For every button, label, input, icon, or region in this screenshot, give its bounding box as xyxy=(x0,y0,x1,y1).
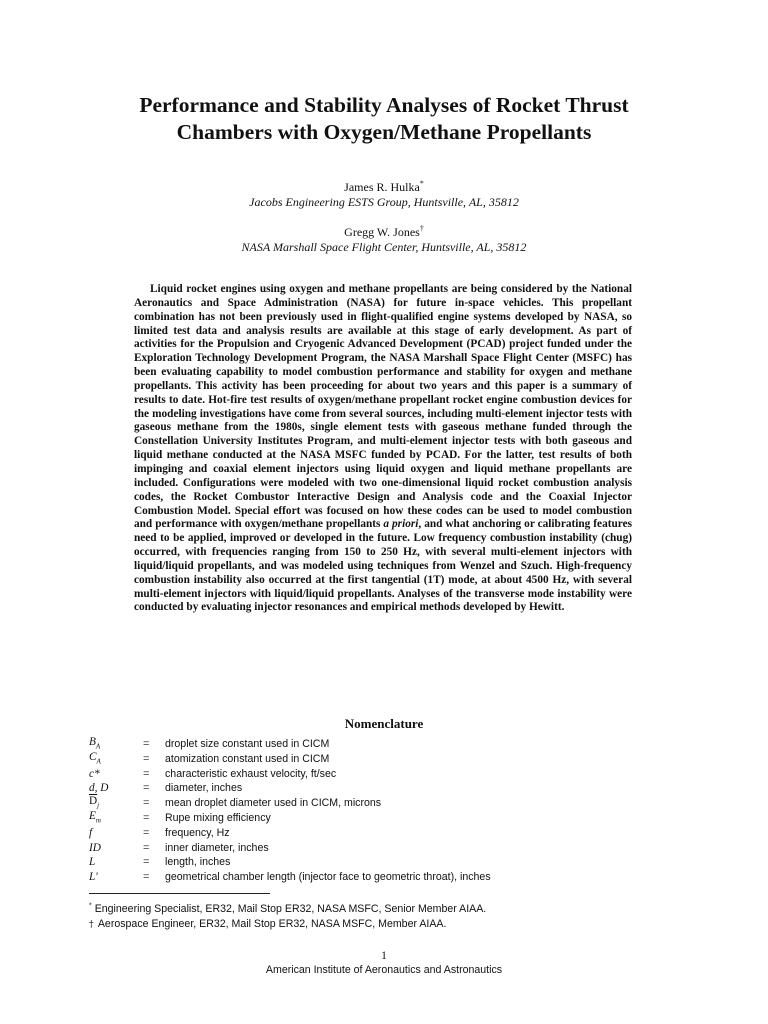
equals-sign: = xyxy=(143,767,150,780)
footnote-text: Engineering Specialist, ER32, Mail Stop ER32, NASA MSFC, Senior Member AIAA. xyxy=(94,903,487,915)
footnote-mark: † xyxy=(89,920,94,930)
nomenclature-row xyxy=(89,767,649,782)
title-line-1: Performance and Stability Analyses of Rocket Thrust xyxy=(139,93,629,117)
nomenclature-definition: geometrical chamber length (injector face to geometric throat), inches xyxy=(165,871,491,884)
page-footer: American Institute of Aeronautics and Astronautics xyxy=(265,964,503,976)
nomenclature-row xyxy=(89,737,649,752)
equals-sign: = xyxy=(143,738,150,750)
nomenclature-row xyxy=(89,826,649,841)
nomenclature-definition: droplet size constant used in CICM xyxy=(165,738,330,750)
equals-sign: = xyxy=(143,841,150,854)
nomenclature-definition: inner diameter, inches xyxy=(165,841,269,854)
nomenclature-symbol: c* xyxy=(89,767,100,780)
author-name: James R. Hulka xyxy=(344,180,420,194)
author-affiliation: Jacobs Engineering ESTS Group, Huntsville, AL, 35812 xyxy=(249,195,519,209)
nomenclature-symbol: $E_m$ xyxy=(89,809,101,825)
nomenclature-symbol: $B_A$ xyxy=(89,735,101,751)
author-block-1 xyxy=(60,176,708,210)
footnote xyxy=(89,902,689,916)
footnote-mark: * xyxy=(89,902,92,910)
equals-sign: = xyxy=(143,826,150,839)
nomenclature-row xyxy=(89,855,649,870)
equals-sign: = xyxy=(143,871,150,884)
paper-title xyxy=(60,92,708,146)
nomenclature-list xyxy=(89,737,649,885)
author-block-2 xyxy=(60,221,708,255)
nomenclature-definition: atomization constant used in CICM xyxy=(165,752,330,765)
footnote-divider xyxy=(89,893,270,894)
equals-sign: = xyxy=(143,782,150,795)
nomenclature-symbol: d, D xyxy=(89,782,109,795)
nomenclature-symbol: $C_A$ xyxy=(89,750,101,765)
nomenclature-row xyxy=(89,870,649,885)
abstract-text-part2: , and what anchoring or calibrating features need to be applied, improved or developed in the future. Low frequency combustion instability (chug) occurred, with frequencies ranging from 150 to 250 Hz, with several multi-element injectors with liquid/liquid propellants, and was modeled using techniques from Wenzel and Szuch. High-frequency combustion instability also occurred at the first tangential (1T) mode, at about 4500 Hz, with several multi-element injectors with liquid/liquid propellants. Analyses of the transverse mode instability were conducted by evaluating injector resonances and empirical methods developed by Hewitt. xyxy=(134,518,632,614)
abstract xyxy=(134,283,632,615)
nomenclature-definition: length, inches xyxy=(165,856,231,869)
nomenclature-row xyxy=(89,796,649,811)
footnote xyxy=(89,917,689,932)
nomenclature-heading: Nomenclature xyxy=(344,716,424,731)
author-name: Gregg W. Jones xyxy=(344,225,420,239)
author-affiliation: NASA Marshall Space Flight Center, Huntsville, AL, 35812 xyxy=(241,240,527,254)
nomenclature-symbol: L xyxy=(89,856,96,869)
nomenclature-definition: diameter, inches xyxy=(165,782,243,795)
nomenclature-row xyxy=(89,841,649,856)
nomenclature-symbol: ID xyxy=(89,841,101,854)
author-footnote-mark: * xyxy=(419,179,424,188)
nomenclature-definition: frequency, Hz xyxy=(165,826,230,839)
equals-sign: = xyxy=(143,856,150,869)
page-number: 1 xyxy=(381,950,387,962)
nomenclature-symbol: L' xyxy=(89,871,98,884)
abstract-text-part1: Liquid rocket engines using oxygen and methane propellants are being considered by the National Aeronautics and Space Administration (NASA) for future in-space vehicles. This propellant combination has not been previously used in flight-qualified engine systems developed by NASA, so limited test data and analysis results are available at this stage of early development. As part of activities for the Propulsion and Cryogenic Advanced Development (PCAD) project funded under the Exploration Technology Development Program, the NASA Marshall Space Flight Center (MSFC) has been evaluating capability to model combustion performance and stability for oxygen and methane propellants. This activity has been proceeding for about two years and this paper is a summary of results to date. Hot-fire test results of oxygen/methane propellant rocket engine combustion devices for the modeling investigations have come from several sources, including multi-element injector tests with gaseous methane from the 1980s, single element tests with gaseous methane funded through the Constellation University Institutes Program, and multi-element injector tests with both gaseous and liquid methane conducted at the NASA MSFC funded by PCAD. For the latter, test results of both impinging and coaxial element injectors using liquid oxygen and liquid methane propellants are included. Configurations were modeled with two one-dimensional liquid rocket combustion analysis codes, the Rocket Combustor Interactive Design and Analysis code and the Coaxial Injector Combustion Model. Special effort was focused on how these codes can be used to model combustion and performance with oxygen/methane propellants xyxy=(134,283,632,531)
nomenclature-row xyxy=(89,781,649,796)
abstract-italic-phrase: a priori xyxy=(383,518,419,531)
nomenclature-row xyxy=(89,811,649,826)
equals-sign: = xyxy=(143,797,150,810)
nomenclature-symbol: f xyxy=(89,826,93,839)
nomenclature-definition: Rupe mixing efficiency xyxy=(165,811,271,824)
nomenclature-definition: characteristic exhaust velocity, ft/sec xyxy=(165,767,337,780)
nomenclature-definition: mean droplet diameter used in CICM, microns xyxy=(165,797,382,810)
nomenclature-symbol: $\overline{D}_j$ xyxy=(89,795,100,810)
nomenclature-row xyxy=(89,752,649,767)
author-footnote-mark: † xyxy=(419,224,424,233)
title-line-2: Chambers with Oxygen/Methane Propellants xyxy=(176,120,592,144)
equals-sign: = xyxy=(143,811,150,824)
equals-sign: = xyxy=(143,752,150,765)
footnote-text: Aerospace Engineer, ER32, Mail Stop ER32, NASA MSFC, Member AIAA. xyxy=(97,918,447,930)
